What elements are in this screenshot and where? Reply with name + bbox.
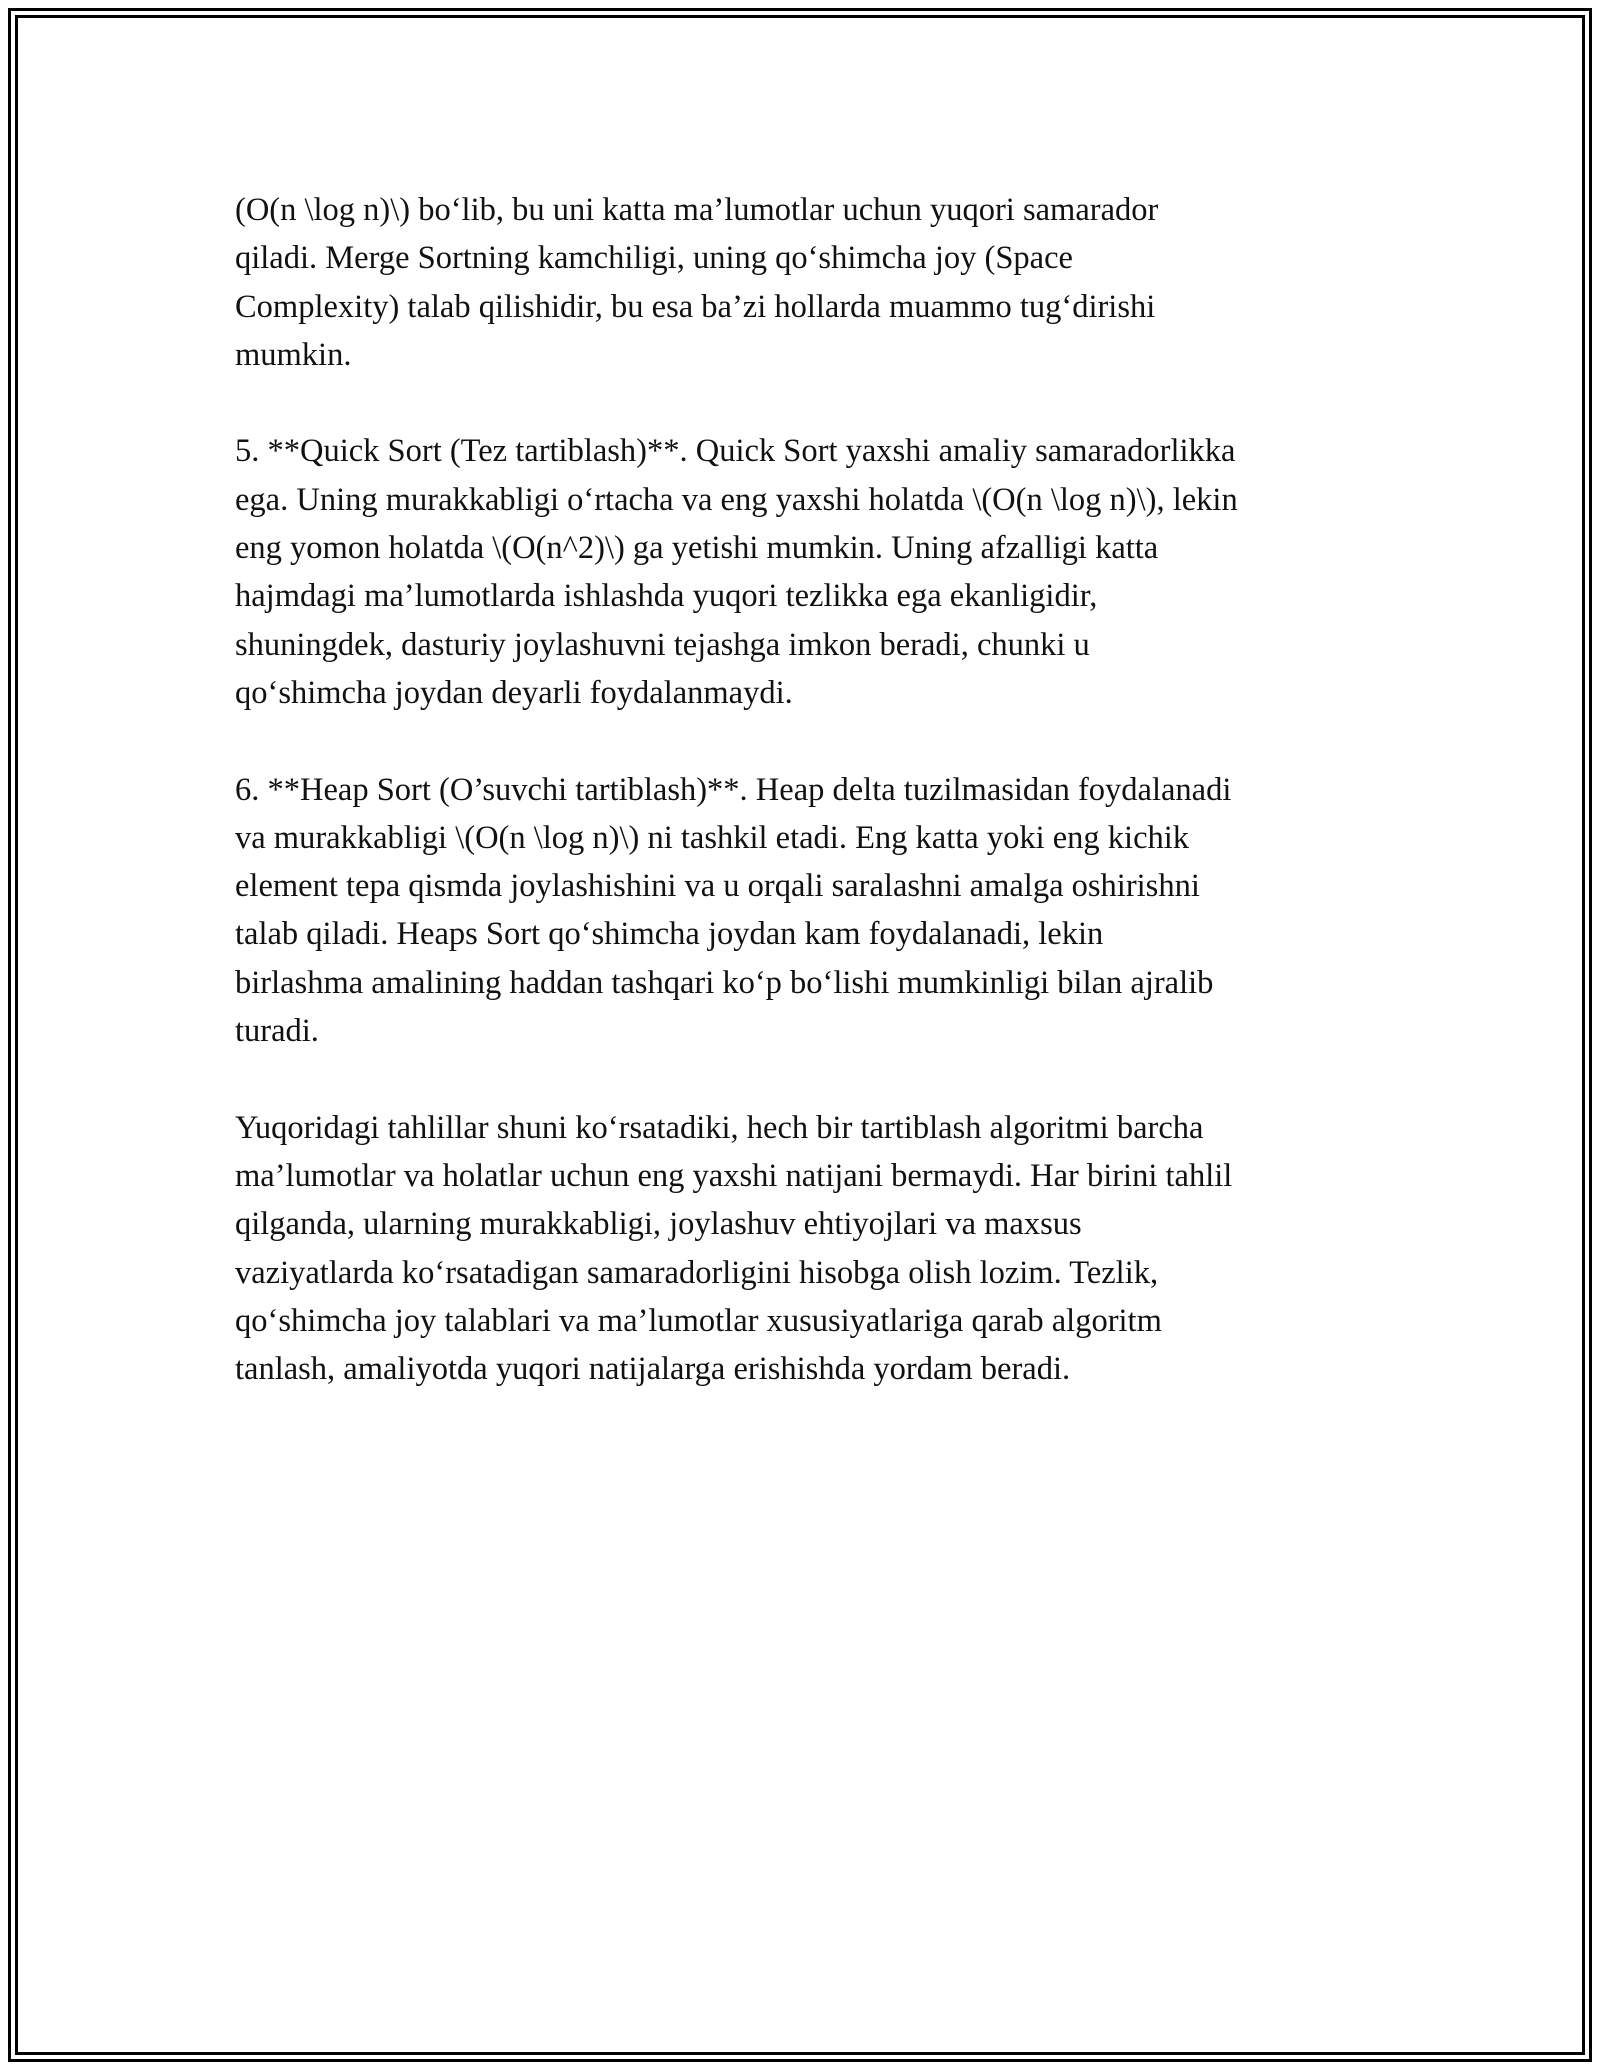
text-line: birlashma amalining haddan tashqari ko‘p bo‘lishi mumkinligi bilan ajralib — [235, 964, 1214, 1001]
paragraph-quick-sort — [235, 427, 1375, 717]
text-line: eng yomon holatda \(O(n^2)\) ga yetishi mumkin. Uning afzalligi katta — [235, 530, 1159, 567]
text-line: hajmdagi ma’lumotlarda ishlashda yuqori tezlikka ega ekanligidir, — [235, 578, 1098, 615]
text-line: Yuqoridagi tahlillar shuni ko‘rsatadiki, hech bir tartiblash algoritmi barcha — [235, 1109, 1204, 1146]
paragraph-heap-sort — [235, 766, 1375, 1056]
paragraph-conclusion — [235, 1104, 1375, 1394]
document-body — [235, 186, 1375, 1442]
text-line: qilganda, ularning murakkabligi, joylashuv ehtiyojlari va maxsus — [235, 1206, 1082, 1243]
text-line: va murakkabligi \(O(n \log n)\) ni tashkil etadi. Eng katta yoki eng kichik — [235, 819, 1190, 856]
text-line: tanlash, amaliyotda yuqori natijalarga erishishda yordam beradi. — [235, 1351, 1071, 1388]
text-line: ega. Uning murakkabligi o‘rtacha va eng yaxshi holatda \(O(n \log n)\), lekin — [235, 481, 1238, 518]
text-line: shuningdek, dasturiy joylashuvni tejashga imkon beradi, chunki u — [235, 626, 1090, 663]
paragraph-merge-sort-continuation — [235, 186, 1375, 379]
text-line: element tepa qismda joylashishini va u orqali saralashni amalga oshirishni — [235, 868, 1200, 905]
text-line: mumkin. — [235, 336, 352, 373]
text-line: 6. **Heap Sort (O’suvchi tartiblash)**. Heap delta tuzilmasidan foydalanadi — [235, 771, 1232, 808]
text-line: vaziyatlarda ko‘rsatadigan samaradorligini hisobga olish lozim. Tezlik, — [235, 1254, 1159, 1291]
text-line: talab qiladi. Heaps Sort qo‘shimcha joydan kam foydalanadi, lekin — [235, 916, 1104, 953]
text-line: qo‘shimcha joy talablari va ma’lumotlar xususiyatlariga qarab algoritm — [235, 1302, 1162, 1339]
text-line: (O(n \log n)\) bo‘lib, bu uni katta ma’lumotlar uchun yuqori samarador — [235, 192, 1159, 228]
text-line: turadi. — [235, 1013, 319, 1050]
text-line: qo‘shimcha joydan deyarli foydalanmaydi. — [235, 674, 793, 711]
text-line: qiladi. Merge Sortning kamchiligi, uning qo‘shimcha joy (Space — [235, 240, 1073, 277]
text-line: Complexity) talab qilishidir, bu esa ba’zi hollarda muammo tug‘dirishi — [235, 288, 1156, 325]
text-line: 5. **Quick Sort (Tez tartiblash)**. Quick Sort yaxshi amaliy samaradorlikka — [235, 433, 1236, 470]
text-line: ma’lumotlar va holatlar uchun eng yaxshi natijani bermaydi. Har birini tahlil — [235, 1157, 1233, 1194]
